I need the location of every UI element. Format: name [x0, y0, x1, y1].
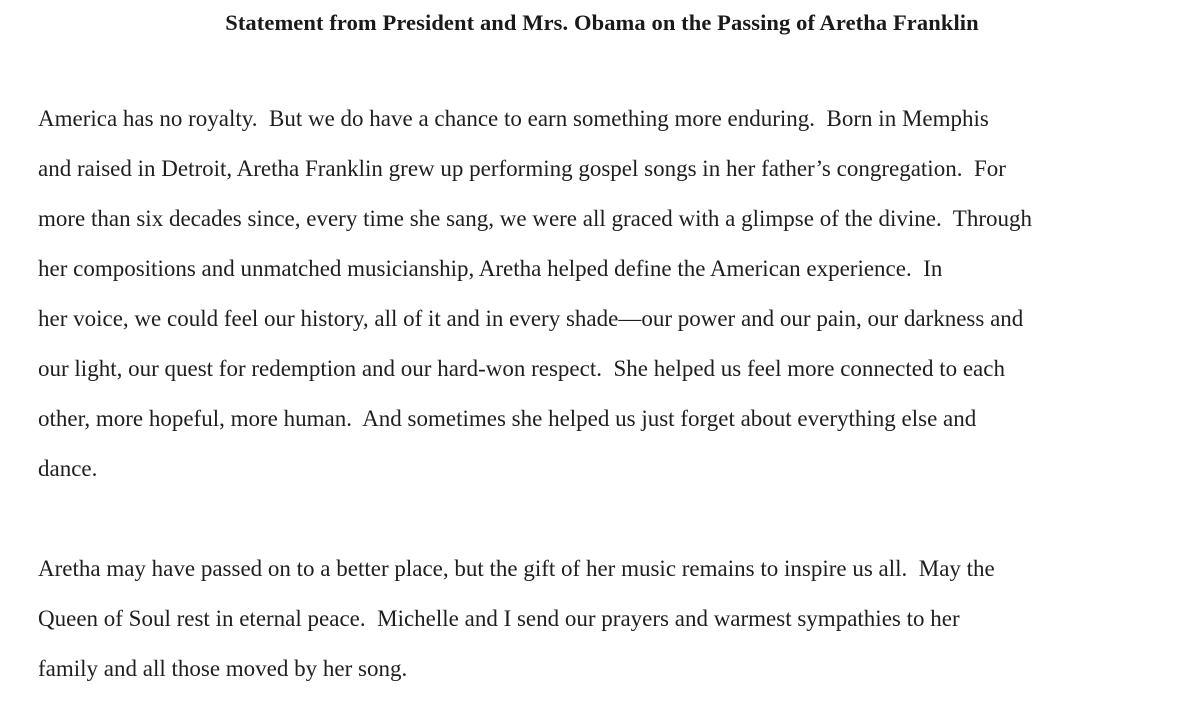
paragraph-line: Aretha may have passed on to a better place, but the gift of her music remains to inspire us all. May the	[38, 556, 995, 581]
paragraph-line: and raised in Detroit, Aretha Franklin grew up performing gospel songs in her father’s congregation. For	[38, 156, 1006, 181]
paragraph-line: more than six decades since, every time she sang, we were all graced with a glimpse of the divine. Through	[38, 206, 1033, 231]
paragraph-line: her voice, we could feel our history, all of it and in every shade—our power and our pain, our darkness and	[38, 306, 1024, 331]
paragraph-line: Queen of Soul rest in eternal peace. Michelle and I send our prayers and warmest sympathies to her	[38, 606, 960, 631]
paragraph-line: dance.	[38, 456, 98, 481]
paragraph-line: our light, our quest for redemption and our hard-won respect. She helped us feel more connected to each	[38, 356, 1005, 381]
paragraph-line: family and all those moved by her song.	[38, 656, 408, 681]
paragraph-line: America has no royalty. But we do have a chance to earn something more enduring. Born in Memphis	[38, 106, 989, 131]
paragraph-line: other, more hopeful, more human. And sometimes she helped us just forget about everything else and	[38, 406, 977, 431]
statement-title: Statement from President and Mrs. Obama on the Passing of Aretha Franklin	[225, 10, 979, 35]
paragraph-line: her compositions and unmatched musicianship, Aretha helped define the American experience. In	[38, 256, 943, 281]
